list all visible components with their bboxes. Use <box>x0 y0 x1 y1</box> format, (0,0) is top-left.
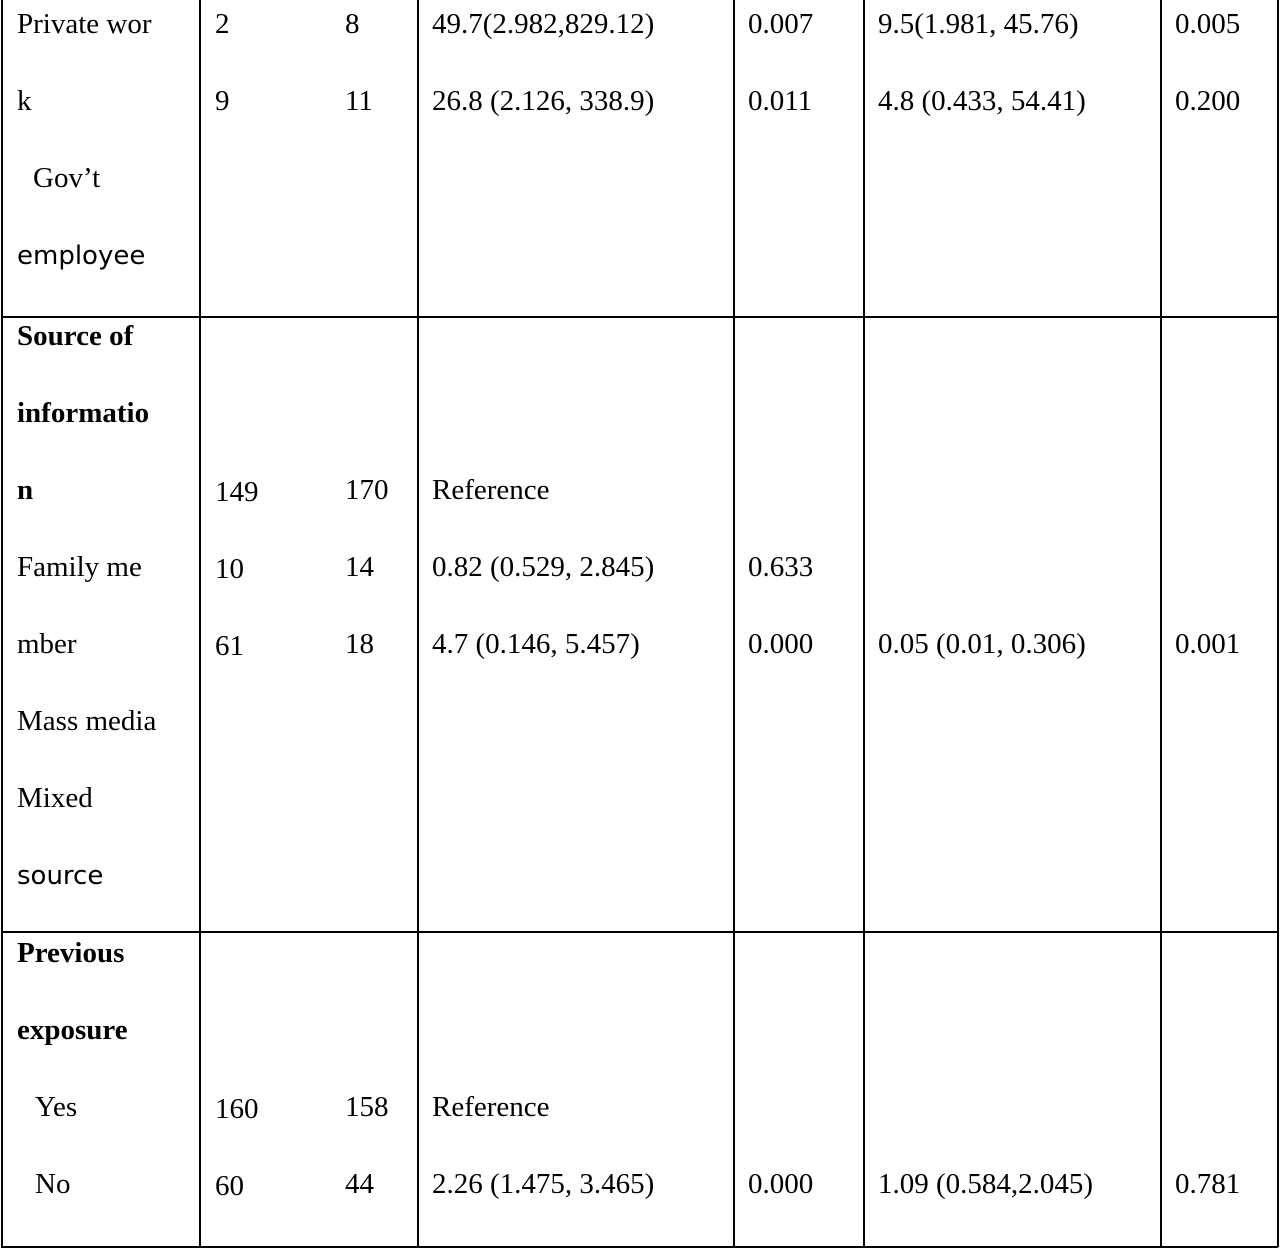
section-heading: informatio <box>17 397 150 429</box>
adjusted-or: 1.09 (0.584,2.045) <box>878 1168 1094 1200</box>
crude-or: 26.8 (2.126, 338.9) <box>432 85 655 117</box>
section-heading: n <box>17 474 34 506</box>
row-rule <box>1 1246 1278 1248</box>
crude-or: Reference <box>432 474 550 506</box>
row-label: Gov’t <box>33 162 101 194</box>
column-rule <box>733 0 735 1247</box>
crude-or: 2.26 (1.475, 3.465) <box>432 1168 655 1200</box>
adjusted-p: 0.200 <box>1175 85 1241 117</box>
count-no: 11 <box>345 85 373 117</box>
row-label: Private wor <box>17 8 152 40</box>
crude-or: 0.82 (0.529, 2.845) <box>432 551 655 583</box>
column-rule <box>417 0 419 1247</box>
count-yes: 61 <box>215 630 244 662</box>
row-label: No <box>35 1168 71 1200</box>
count-yes: 2 <box>215 8 230 40</box>
adjusted-p: 0.005 <box>1175 8 1241 40</box>
column-rule <box>863 0 865 1247</box>
row-label: mber <box>17 628 77 660</box>
row-label: employee <box>17 241 146 271</box>
count-no: 14 <box>345 551 374 583</box>
crude-p: 0.000 <box>748 628 814 660</box>
row-rule <box>1 931 1278 933</box>
count-no: 44 <box>345 1168 374 1200</box>
adjusted-or: 0.05 (0.01, 0.306) <box>878 628 1086 660</box>
row-label: Family me <box>17 551 142 583</box>
count-yes: 160 <box>215 1093 259 1125</box>
row-label: source <box>17 861 104 891</box>
section-heading: Source of <box>17 320 134 352</box>
count-yes: 9 <box>215 85 230 117</box>
column-rule <box>1 0 3 1247</box>
count-yes: 60 <box>215 1170 244 1202</box>
row-label: Yes <box>35 1091 78 1123</box>
section-heading: Previous <box>17 937 125 969</box>
column-rule <box>199 0 201 1247</box>
adjusted-p: 0.001 <box>1175 628 1241 660</box>
count-no: 158 <box>345 1091 389 1123</box>
section-heading: exposure <box>17 1014 128 1046</box>
row-label: Mixed <box>17 782 93 814</box>
row-label: k <box>17 85 32 117</box>
crude-or: Reference <box>432 1091 550 1123</box>
crude-or: 49.7(2.982,829.12) <box>432 8 655 40</box>
crude-p: 0.633 <box>748 551 814 583</box>
adjusted-or: 9.5(1.981, 45.76) <box>878 8 1079 40</box>
crude-or: 4.7 (0.146, 5.457) <box>432 628 640 660</box>
column-rule <box>1160 0 1162 1247</box>
count-no: 18 <box>345 628 374 660</box>
column-rule <box>1277 0 1279 1247</box>
row-rule <box>1 316 1278 318</box>
crude-p: 0.000 <box>748 1168 814 1200</box>
count-no: 170 <box>345 474 389 506</box>
count-yes: 10 <box>215 553 244 585</box>
adjusted-or: 4.8 (0.433, 54.41) <box>878 85 1086 117</box>
adjusted-p: 0.781 <box>1175 1168 1241 1200</box>
row-label: Mass media <box>17 705 157 737</box>
crude-p: 0.011 <box>748 85 813 117</box>
count-no: 8 <box>345 8 360 40</box>
count-yes: 149 <box>215 476 259 508</box>
crude-p: 0.007 <box>748 8 814 40</box>
